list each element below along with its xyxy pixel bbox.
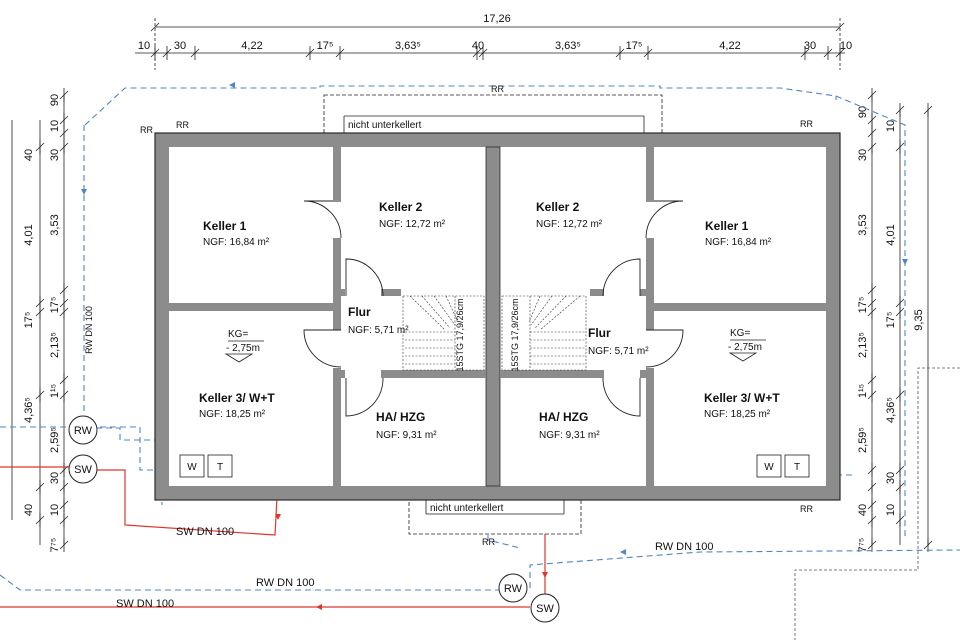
dim-left-8: 30 <box>49 471 61 485</box>
room-keller2-left-ngf: NGF: 12,72 m² <box>379 219 446 230</box>
dim-left-inner-5: 40 <box>23 503 35 517</box>
dryer-right-label: T <box>793 462 801 473</box>
dim-left-inner-3: 17⁵ <box>23 311 35 329</box>
dim-top-6: 40 <box>471 40 485 52</box>
dim-top-9: 4,22 <box>719 40 741 52</box>
dim-right-1: 90 <box>857 105 869 119</box>
dim-left-7: 2,59⁵ <box>49 427 61 453</box>
rw-dn100-label-bottom: RW DN 100 <box>256 577 315 589</box>
manhole-sw-bottom <box>531 594 559 622</box>
manhole-rw-left <box>69 416 97 444</box>
sw-dn100-label-bottom: SW DN 100 <box>116 598 175 610</box>
room-keller3-left-ngf: NGF: 18,25 m² <box>199 409 266 420</box>
rr-label-left-1: RR <box>140 125 153 135</box>
washer-right-label: W <box>764 462 774 473</box>
dim-left-4: 17⁵ <box>49 296 61 314</box>
dim-right-inner-4: 4,36⁵ <box>885 397 897 423</box>
rr-label-bottom: RR <box>482 537 495 547</box>
dim-left-10: 7⁷⁵ <box>49 537 61 553</box>
dim-top-1: 10 <box>137 40 151 52</box>
room-keller3-left-name: Keller 3/ W+T <box>199 391 275 405</box>
dryer-right <box>785 455 809 477</box>
dim-left-inner-4: 4,36⁵ <box>23 397 35 423</box>
manhole-sw-bottom-label: SW <box>536 603 554 615</box>
room-keller1-right-name: Keller 1 <box>705 219 749 233</box>
dim-right-inner-5: 30 <box>885 471 897 485</box>
dim-top-5: 3,63⁵ <box>395 40 421 52</box>
dim-top-7: 3,63⁵ <box>555 40 581 52</box>
dim-right-9: 7⁷⁵ <box>857 537 869 553</box>
washer-left-label: W <box>187 462 197 473</box>
dim-top-11: 10 <box>839 40 853 52</box>
dim-right-2: 30 <box>857 148 869 162</box>
not-basement-bottom <box>409 498 581 534</box>
manhole-sw-left <box>69 455 97 483</box>
dim-right-6: 1¹⁵ <box>857 383 869 399</box>
dim-top-10: 30 <box>803 40 817 52</box>
room-keller1-right-ngf: NGF: 16,84 m² <box>705 237 772 248</box>
rw-dn100-label-right: RW DN 100 <box>655 541 714 553</box>
dryer-left-label: T <box>216 462 224 473</box>
washer-left <box>180 455 204 477</box>
room-hzg-left-name: HA/ HZG <box>376 410 426 424</box>
stair-left-note: 15STG 17,9/26cm <box>455 298 465 372</box>
not-basement-top <box>324 95 662 133</box>
rr-label-right-1: RR <box>800 119 813 129</box>
room-hzg-right-name: HA/ HZG <box>539 410 589 424</box>
room-keller2-left-name: Keller 2 <box>379 200 423 214</box>
rr-label-left-2: RR <box>176 120 189 130</box>
dim-right-total: 9,35 <box>913 309 925 331</box>
top-dimension-labels <box>138 40 852 52</box>
dim-top-2: 30 <box>173 40 187 52</box>
dim-right-inner-1: 10 <box>885 119 897 133</box>
dryer-left <box>208 455 232 477</box>
manhole-rw-bottom <box>499 574 527 602</box>
dim-left-5: 2,13⁵ <box>49 332 61 358</box>
dim-left-1: 10 <box>49 119 61 133</box>
stair-right-note: 15STG 17,9/26cm <box>510 298 520 372</box>
dim-left-top: 90 <box>49 93 61 107</box>
rw-dn100-label-vertical: RW DN 100 <box>84 306 94 354</box>
room-keller3-right-name: Keller 3/ W+T <box>704 391 780 405</box>
dim-top-8: 17⁵ <box>625 40 643 52</box>
room-keller2-right-name: Keller 2 <box>536 200 580 214</box>
dim-left-9: 10 <box>49 503 61 517</box>
dim-total-width: 17,26 <box>483 13 511 25</box>
manhole-sw-left-label: SW <box>74 464 92 476</box>
room-keller3-right-ngf: NGF: 18,25 m² <box>704 409 771 420</box>
dim-right-inner-2: 4,01 <box>885 224 897 246</box>
rr-label-top: RR <box>491 84 504 94</box>
dim-left-3: 3,53 <box>49 214 61 236</box>
dim-left-inner-2: 4,01 <box>23 224 35 246</box>
room-hzg-right-ngf: NGF: 9,31 m² <box>539 430 600 441</box>
washer-right <box>757 455 781 477</box>
dim-right-inner-3: 17⁵ <box>885 311 897 329</box>
sw-dn100-label-left-lower: SW DN 100 <box>176 526 235 538</box>
manhole-rw-bottom-label: RW <box>503 583 523 595</box>
right-dimension-labels <box>857 106 925 552</box>
room-flur-left-name: Flur <box>348 305 371 319</box>
dim-right-7: 2,59⁵ <box>857 427 869 453</box>
room-keller2-right-ngf: NGF: 12,72 m² <box>536 219 603 230</box>
level-marker-right-value: - 2,75m <box>728 342 762 353</box>
dim-left-inner-1: 40 <box>23 148 35 162</box>
level-marker-right-kg: KG= <box>730 328 751 339</box>
left-dimension-labels <box>23 94 61 552</box>
dim-top-4: 17⁵ <box>316 40 334 52</box>
room-flur-right-ngf: NGF: 5,71 m² <box>588 346 649 357</box>
dim-right-5: 2,13⁵ <box>857 332 869 358</box>
dim-left-6: 1¹⁵ <box>49 383 61 399</box>
building-walls <box>155 133 840 500</box>
level-marker-left-value: - 2,75m <box>226 343 260 354</box>
dim-right-inner-6: 10 <box>885 503 897 517</box>
dim-right-3: 3,53 <box>857 214 869 236</box>
room-flur-right-name: Flur <box>588 326 611 340</box>
dim-top-3: 4,22 <box>241 40 263 52</box>
room-hzg-left-ngf: NGF: 9,31 m² <box>376 430 437 441</box>
dim-right-8: 40 <box>857 503 869 517</box>
not-basement-top-label: nicht unterkellert <box>348 120 422 131</box>
not-basement-bottom-label: nicht unterkellert <box>430 503 504 514</box>
room-keller1-left-name: Keller 1 <box>203 219 247 233</box>
room-keller1-left-ngf: NGF: 16,84 m² <box>203 237 270 248</box>
level-marker-left-kg: KG= <box>228 329 249 340</box>
manhole-rw-left-label: RW <box>73 425 93 437</box>
dim-left-2: 30 <box>49 148 61 162</box>
dim-right-4: 17⁵ <box>857 296 869 314</box>
rr-label-right-2: RR <box>800 504 813 514</box>
room-flur-left-ngf: NGF: 5,71 m² <box>348 325 409 336</box>
